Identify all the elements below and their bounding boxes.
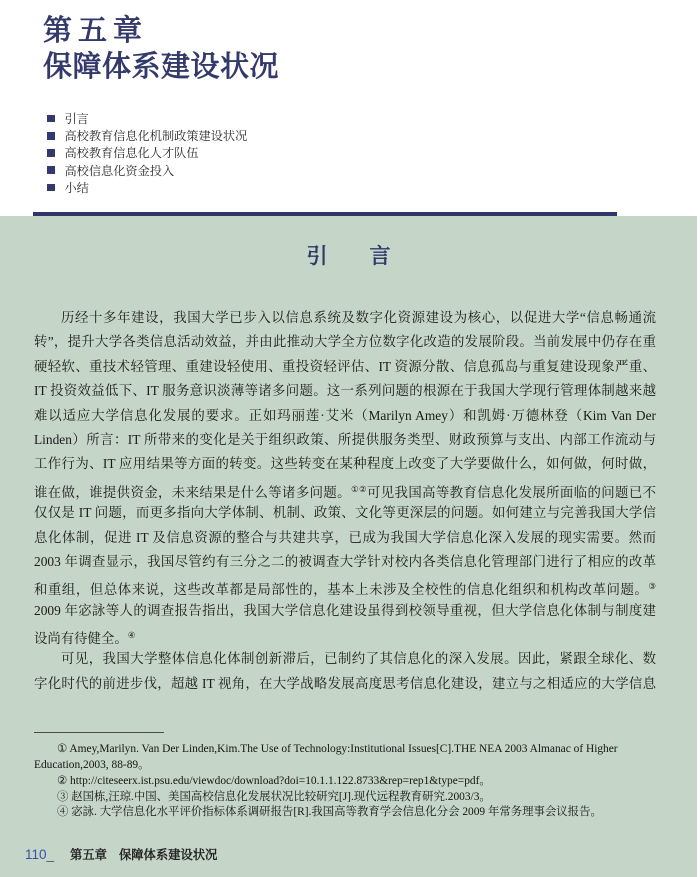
chapter-toc (47, 110, 700, 196)
toc-item (47, 110, 700, 127)
toc-item (47, 162, 700, 179)
footnote-line: ④ 宓詠. 大学信息化水平评价指标体系调研报告[R].我国高等教育学会信息化分会 2009 年常务理事会议报告。 (57, 806, 602, 819)
body-line: 转”，提升大学各类信息活动效益，并由此推动大学全方位数字化改造的发展阶段。当前发展中仍存在重 (34, 334, 656, 350)
body-line: 设尚有待健全。④ (34, 630, 136, 647)
body-line: Linden）所言：IT 所带来的变化是关于组织政策、所提供服务类型、财政预算与支出、内部工作流动与 (34, 431, 656, 447)
section-heading: 引 言 (306, 245, 391, 268)
page-footer (25, 845, 697, 863)
square-bullet-icon (47, 115, 55, 123)
footer-section-title: 保障体系建设状况 (118, 848, 218, 863)
footer-chapter: 第五章 (70, 848, 107, 863)
square-bullet-icon (47, 132, 55, 140)
footnote-line: Education,2003, 88-89。 (34, 759, 150, 772)
body-line: 息化体制，促进 IT 及信息资源的整合与共建共享，已成为我国大学信息化深入发展的现实需要。然而 (34, 529, 656, 545)
footnote-line: ① Amey,Marilyn. Van Der Linden,Kim.The Use of Technology:Institutional Issues[C].THE NEA 2003 Almanac of Higher (57, 743, 618, 756)
body-line: IT 投资效益低下、IT 服务意识淡薄等诸多问题。这一系列问题的根源在于我国大学现行管理体制越来越 (34, 383, 656, 399)
chapter-number: 第五章 (43, 13, 149, 47)
square-bullet-icon (47, 184, 55, 192)
page-number: 110 (25, 847, 47, 863)
body-line: 可见，我国大学整体信息化体制创新滞后，已制约了其信息化的深入发展。因此，紧跟全球化、数 (61, 651, 656, 667)
body-line: 2003 年调查显示，我国尽管约有三分之二的被调查大学针对校内各类信息化管理部门进行了相应的改革 (34, 553, 656, 569)
page-number-underscore: _ (46, 847, 55, 863)
footnotes (34, 742, 662, 821)
body-line: 历经十多年建设，我国大学已步入以信息系统及数字化资源建设为核心，以促进大学“信息畅通流 (61, 310, 656, 325)
square-bullet-icon (47, 149, 55, 157)
chapter-title (43, 12, 700, 85)
body-line: 工作行为、IT 应用结果等方面的转变。这些转变在某种程度上改变了大学要做什么，如何做，何时做， (34, 456, 656, 472)
toc-item-label: 小结 (64, 180, 89, 195)
body-line: 仅仅是 IT 问题，而更多指向大学体制、机制、政策、文化等更深层的问题。如何建立与完善我国大学信 (34, 505, 656, 521)
intro-section (0, 216, 697, 877)
body-line: 谁在做，谁提供资金，未来结果是什么等诸多问题。①②可见我国高等教育信息化发展所面临的问题已不 (34, 483, 656, 500)
toc-item (47, 144, 700, 161)
intro-body (34, 306, 656, 696)
body-line: 硬轻软、重技术轻管理、重建设轻使用、重投资轻评估、IT 资源分散、信息孤岛与重复建设现象严重、 (34, 358, 656, 374)
body-line: 2009 年宓詠等人的调查报告指出，我国大学信息化建设虽得到校领导重视，但大学信息化体制与制度建 (34, 602, 656, 618)
toc-item-label: 高校教育信息化人才队伍 (64, 146, 199, 161)
body-line: 字化时代的前进步伐，超越 IT 视角，在大学战略发展高度思考信息化建设，建立与之相适应的大学信息 (34, 675, 656, 691)
toc-item (47, 179, 700, 196)
body-line: 难以适应大学信息化发展的要求。正如玛丽莲·艾米（Marilyn Amey）和凯姆·万德林登（Kim Van Der (34, 407, 656, 423)
toc-item-label: 高校信息化资金投入 (64, 163, 175, 178)
footnote-line: ② http://citeseerx.ist.psu.edu/viewdoc/download?doi=10.1.1.122.8733&rep=rep1&type=pdf。 (57, 774, 491, 787)
body-line: 和重组，但总体来说，这些改革都是局部性的，基本上未涉及全校性的信息化组织和机构改革问题。③ (34, 581, 656, 598)
toc-item-label: 引言 (64, 112, 89, 127)
chapter-title-text: 保障体系建设状况 (43, 49, 280, 83)
square-bullet-icon (47, 166, 55, 174)
toc-item (47, 127, 700, 144)
toc-item-label: 高校教育信息化机制政策建设状况 (64, 129, 248, 144)
footnote-line: ③ 赵国栋,汪琼.中国、美国高校信息化发展状况比较研究[J].现代远程教育研究.2003/3。 (57, 790, 491, 803)
footnote-rule (34, 732, 164, 733)
